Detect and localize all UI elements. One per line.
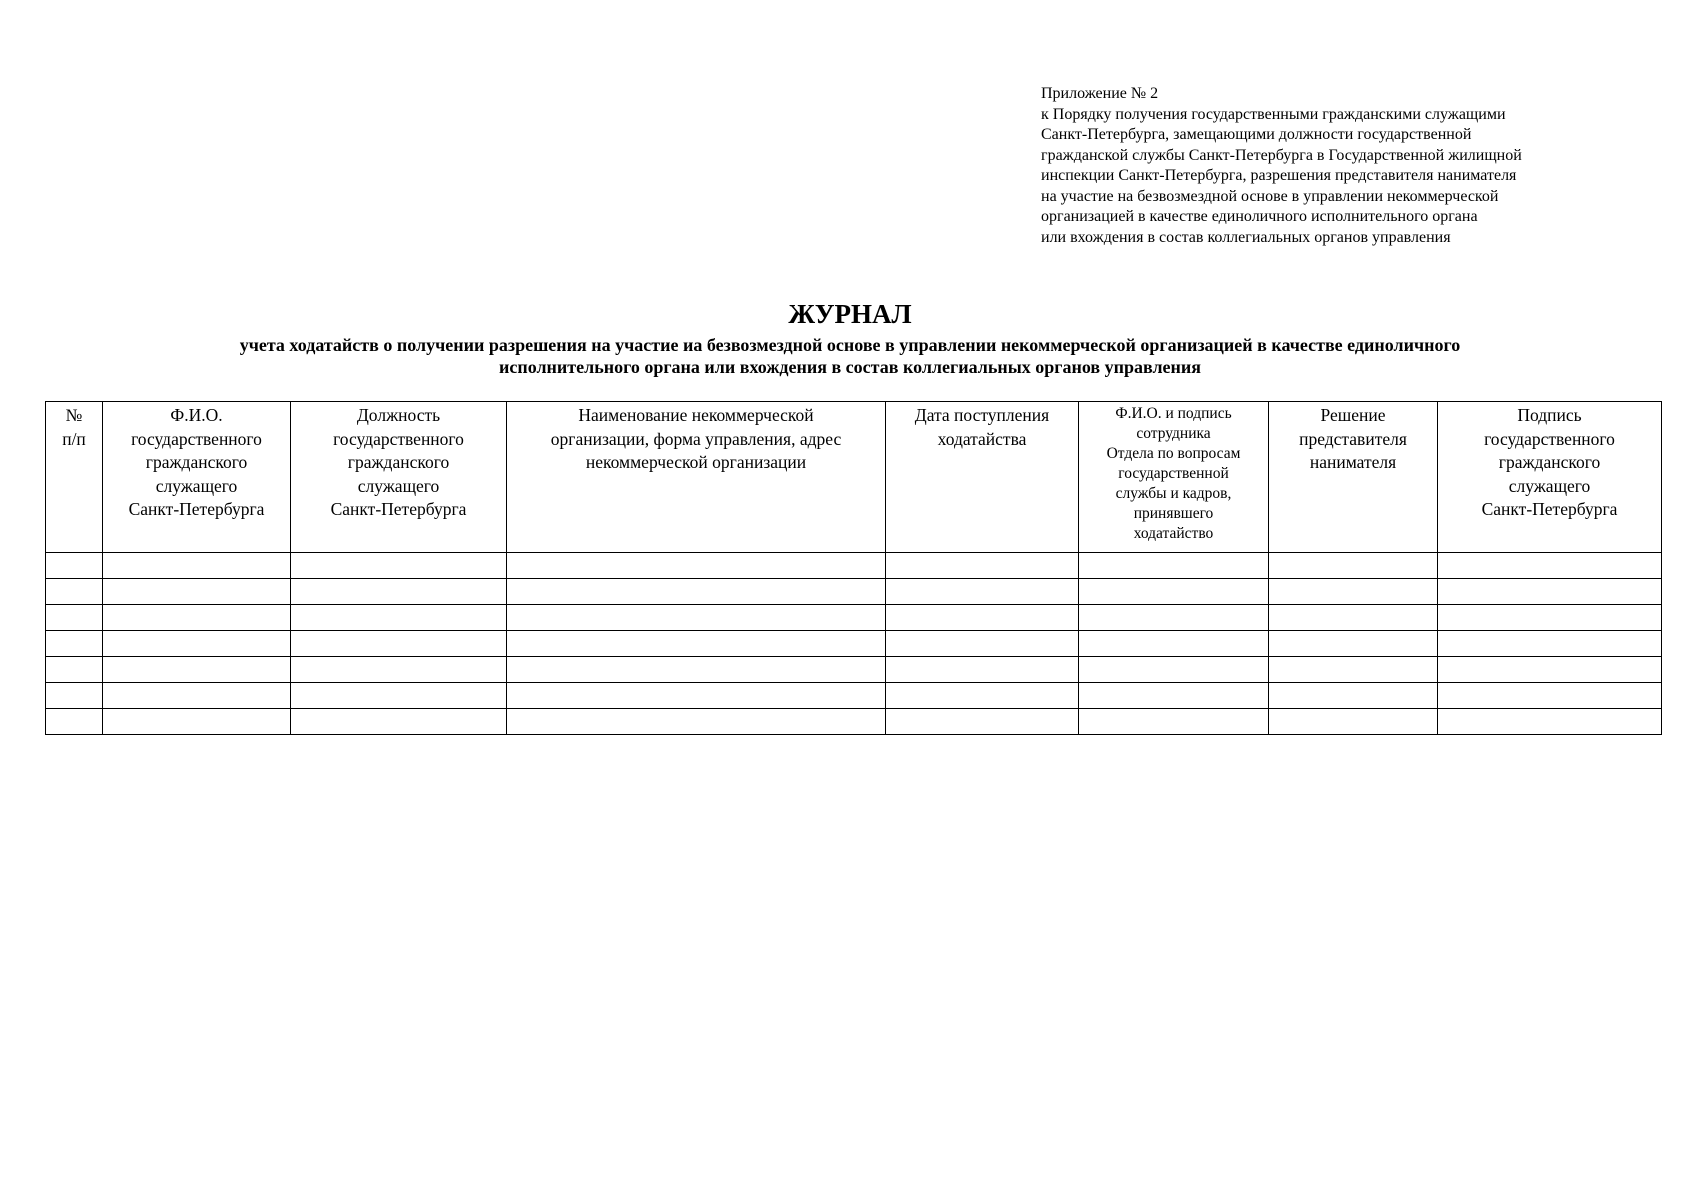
table-cell [1079, 579, 1269, 605]
table-cell [1438, 631, 1662, 657]
column-header-position: Должность государственного гражданского служащего Санкт-Петербурга [291, 402, 507, 553]
table-row [46, 709, 1662, 735]
column-header-organization: Наименование некоммерческой организации, форма управления, адрес некоммерческой организации [507, 402, 886, 553]
column-header-date: Дата поступления ходатайства [886, 402, 1079, 553]
appendix-line: Приложение № 2 [1041, 85, 1159, 102]
table-cell [1438, 553, 1662, 579]
table-cell [1079, 709, 1269, 735]
table-cell [1438, 657, 1662, 683]
document-subtitle [120, 334, 1580, 378]
table-cell [1438, 683, 1662, 709]
table-cell [1269, 631, 1438, 657]
table-cell [46, 657, 103, 683]
table-cell [1079, 683, 1269, 709]
table-cell [886, 631, 1079, 657]
table-cell [507, 553, 886, 579]
column-header-number: № п/п [46, 402, 103, 553]
table-cell [1269, 579, 1438, 605]
table-cell [507, 605, 886, 631]
appendix-line: или вхождения в состав коллегиальных органов управления [1041, 228, 1451, 246]
table-cell [103, 631, 291, 657]
subtitle-line: учета ходатайств о получении разрешения на участие иа безвозмездной основе в управлении некоммерческой организацией в качестве единоличного [239, 335, 1461, 355]
table-cell [46, 631, 103, 657]
table-cell [1079, 605, 1269, 631]
table-cell [103, 553, 291, 579]
table-cell [1438, 579, 1662, 605]
table-cell [1269, 553, 1438, 579]
table-cell [507, 631, 886, 657]
appendix-line: на участие на безвозмездной основе в управлении некоммерческой [1041, 187, 1499, 205]
table-cell [291, 683, 507, 709]
table-cell [1079, 553, 1269, 579]
table-cell [46, 605, 103, 631]
table-row [46, 683, 1662, 709]
table-cell [1079, 631, 1269, 657]
table-cell [1269, 657, 1438, 683]
table-cell [1269, 683, 1438, 709]
table-cell [291, 579, 507, 605]
table-cell [103, 605, 291, 631]
journal-table [45, 401, 1662, 735]
appendix-line: организацией в качестве единоличного исполнительного органа [1041, 208, 1478, 225]
column-header-signature: Подпись государственного гражданского служащего Санкт-Петербурга [1438, 402, 1662, 553]
column-header-decision: Решение представителя нанимателя [1269, 402, 1438, 553]
table-cell [291, 605, 507, 631]
appendix-line: Санкт-Петербурга, замещающими должности государственной [1041, 126, 1472, 143]
table-cell [886, 683, 1079, 709]
table-cell [1269, 709, 1438, 735]
table-cell [291, 631, 507, 657]
table-cell [46, 579, 103, 605]
table-cell [507, 579, 886, 605]
table-cell [103, 657, 291, 683]
table-cell [291, 709, 507, 735]
table-row [46, 605, 1662, 631]
table-cell [1438, 605, 1662, 631]
table-cell [46, 683, 103, 709]
table-cell [886, 605, 1079, 631]
table-cell [886, 579, 1079, 605]
appendix-note [1041, 84, 1661, 248]
table-row [46, 579, 1662, 605]
table-cell [1079, 657, 1269, 683]
table-cell [886, 657, 1079, 683]
table-cell [46, 709, 103, 735]
table-cell [507, 683, 886, 709]
column-header-employee: Ф.И.О. и подпись сотрудника Отдела по вопросам государственной службы и кадров, принявшего ходатайство [1079, 402, 1269, 553]
subtitle-line: исполнительного органа или вхождения в состав коллегиальных органов управления [498, 357, 1202, 377]
table-cell [291, 553, 507, 579]
table-cell [103, 683, 291, 709]
document-title: ЖУРНАЛ [788, 299, 912, 329]
table-cell [886, 709, 1079, 735]
appendix-line: инспекции Санкт-Петербурга, разрешения представителя нанимателя [1041, 167, 1517, 184]
table-cell [507, 709, 886, 735]
table-cell [886, 553, 1079, 579]
table-row [46, 631, 1662, 657]
table-cell [291, 657, 507, 683]
table-header-row [46, 402, 1662, 553]
appendix-line: к Порядку получения государственными гражданскими служащими [1041, 105, 1506, 123]
table-cell [1269, 605, 1438, 631]
table-cell [103, 709, 291, 735]
table-row [46, 553, 1662, 579]
table-cell [103, 579, 291, 605]
table-cell [46, 553, 103, 579]
table-cell [507, 657, 886, 683]
table-row [46, 657, 1662, 683]
table-cell [1438, 709, 1662, 735]
appendix-line: гражданской службы Санкт-Петербурга в Государственной жилищной [1041, 146, 1522, 164]
column-header-fio: Ф.И.О. государственного гражданского служащего Санкт-Петербурга [103, 402, 291, 553]
